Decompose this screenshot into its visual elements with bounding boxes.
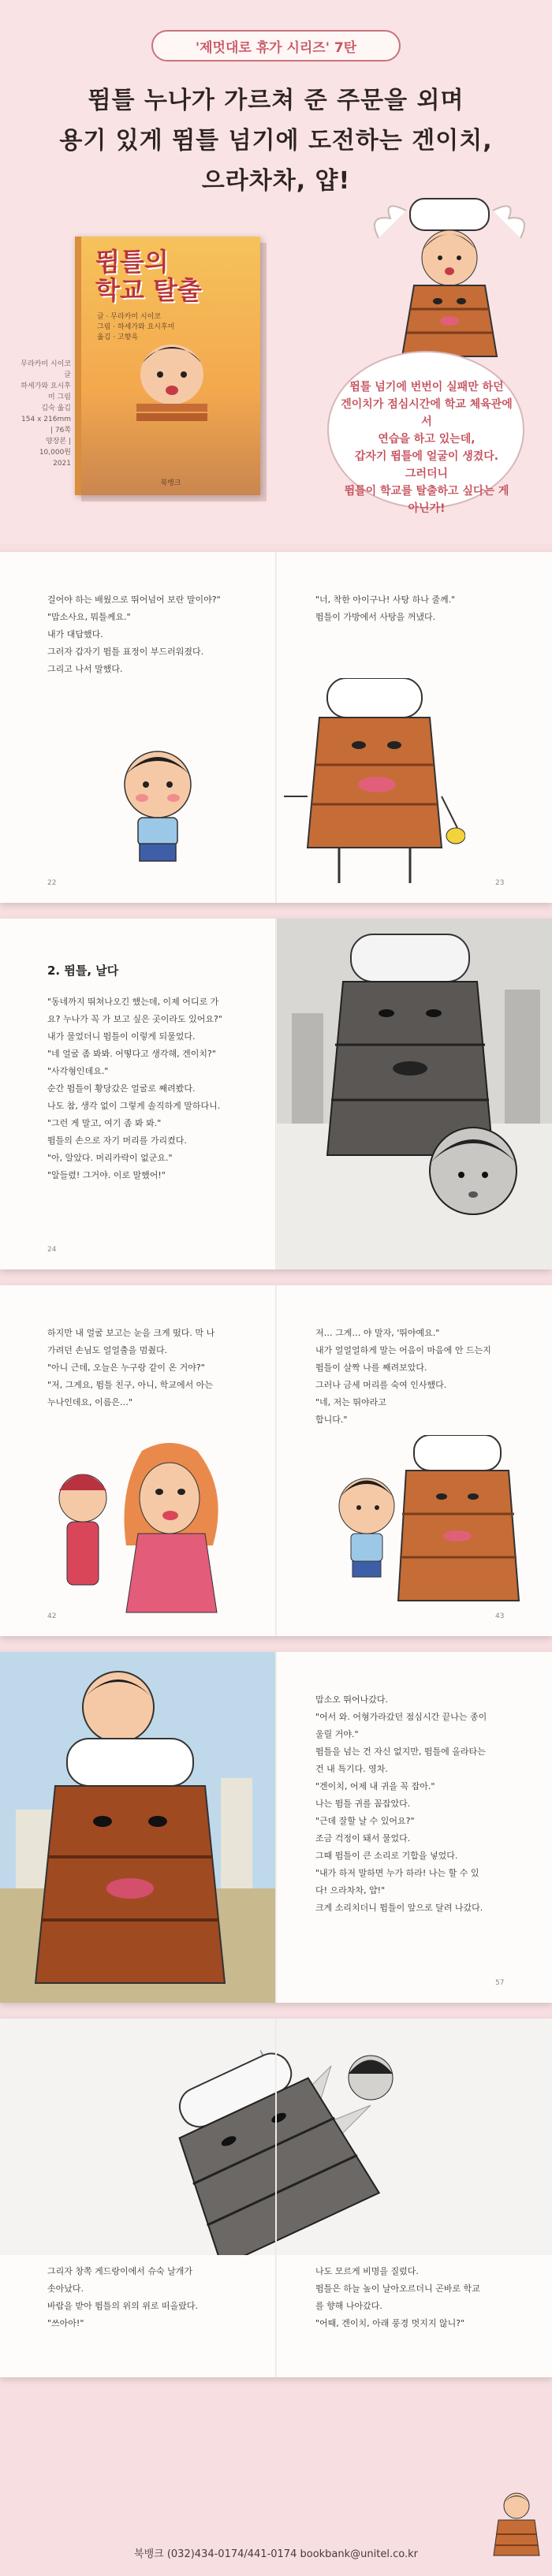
text-line: "아니 근데, 오늘은 누구랑 같이 온 거야?" <box>47 1363 205 1373</box>
book-title-line: 학교 탈출 <box>95 275 202 305</box>
text-line: 그러나 금세 머리를 숙여 인사했다. <box>315 1380 447 1390</box>
publisher-contact: 북뱅크 (032)434-0174/441-0174 bookbank@unitel.co.kr <box>134 2548 418 2560</box>
page-text-right <box>315 1691 487 1917</box>
page-number: 43 <box>495 1612 505 1620</box>
headline-line: 으라차차, 얍! <box>201 167 351 195</box>
text-line: 걸어야 하는 배웠으로 뛰어넘어 보란 말이야?" <box>47 595 221 605</box>
text-line: "네 얼굴 좀 봐봐. 어떻다고 생각해, 겐이치?" <box>47 1049 216 1059</box>
text-line: 뜀틀이 살짝 나를 째려보았다. <box>315 1363 427 1373</box>
text-line: "저, 그게요, 뜀틀 친구, 아니, 학교에서 아는 <box>47 1380 214 1390</box>
text-line: "근데 잘할 날 수 있어요?" <box>315 1816 415 1826</box>
text-line: 뜀틀은 하늘 높이 날아오르더니 곤바로 학교 <box>315 2283 480 2294</box>
book-info-line: 무라카미 시이코 글 <box>21 360 71 379</box>
mascot-icon <box>489 2488 544 2563</box>
text-line: "네, 저는 뛰야라고 <box>315 1397 386 1407</box>
page-number: 57 <box>495 1979 505 1987</box>
text-line: 누나인데요, 이름은…" <box>47 1397 133 1407</box>
color-illustration <box>0 1652 276 2003</box>
book-info-line: 2021 <box>53 460 71 468</box>
book-info-line: 154 x 216mm | 76쪽 <box>21 416 71 434</box>
boy-illustration <box>106 741 209 875</box>
text-line: 내가 물었더니 뜀틀이 이렇게 되물었다. <box>47 1031 196 1042</box>
text-line: "그런 게 말고, 여기 좀 봐 봐." <box>47 1118 162 1128</box>
bubble-line: 아닌가! <box>408 502 446 515</box>
text-line: "어서 와. 어형가라갔던 점심시간 끝나는 종이 <box>315 1712 487 1722</box>
book-spread-5 <box>0 2019 552 2377</box>
intro-section <box>0 0 552 544</box>
footer <box>0 2520 552 2576</box>
text-line: "너, 착한 아이구나! 사탕 하나 줄께." <box>315 595 456 605</box>
bubble-line: 겐이치가 점심시간에 학교 체육관에서 <box>341 398 513 428</box>
text-line: 그때 뜀틀이 큰 소리로 기합을 넣었다. <box>315 1851 458 1861</box>
text-line: 가려던 손님도 얼얼출을 멈췄다. <box>47 1345 168 1355</box>
grayscale-illustration <box>276 919 552 1269</box>
page-number: 42 <box>47 1612 57 1620</box>
text-line: 그리자 창쪽 게드랑이에서 슈숙 날개가 <box>47 2266 193 2276</box>
text-line: 하지만 내 얼굴 보고는 눈을 크게 떴다. 막 나 <box>47 1328 215 1338</box>
author-line: 옮김 · 고향옥 <box>97 334 139 341</box>
text-line: 저… 그게… 야 말자, '뛰야예요." <box>315 1328 440 1338</box>
author-line: 글 · 무라카미 시이코 <box>97 313 161 321</box>
book-spread-2 <box>0 919 552 1269</box>
text-line: 그리고 나서 말했다. <box>47 664 123 674</box>
series-tag: '제멋대로 휴가 시리즈' 7탄 <box>151 30 401 62</box>
text-line: 뜀틀의 손으로 자기 머리를 가리켰다. <box>47 1135 187 1146</box>
page-text-left <box>47 2263 198 2332</box>
page-text-right <box>315 2263 480 2332</box>
book-info-line: 양장본 | 10,000원 <box>39 438 71 457</box>
text-line: 울릴 거야." <box>315 1729 359 1739</box>
book-publisher: 북뱅크 <box>160 479 181 487</box>
speech-bubble-text <box>341 378 513 517</box>
text-line: 뜀틀이 가방에서 사탕을 꺼냈다. <box>315 612 436 622</box>
vault-girl-character-icon <box>371 183 528 372</box>
book-title-line: 뜀틀의 <box>95 247 169 277</box>
text-line: "알들렸! 그거야. 이로 말했어!" <box>47 1170 166 1180</box>
text-line: 합니다." <box>315 1415 348 1425</box>
book-info-line: 김숙 옮김 <box>41 404 71 412</box>
text-line: 바람을 받아 뜀틀의 위의 위로 떠올랐다. <box>47 2301 198 2311</box>
text-line: 건 내 특기다. 영차. <box>315 1764 388 1774</box>
page-text-left <box>47 1325 214 1411</box>
text-line: "내가 하저 말하면 누가 하라! 나는 할 수 있 <box>315 1868 479 1878</box>
text-line: 그러자 갑자기 뜀틀 표정이 부드러워졌다. <box>47 647 204 657</box>
boy-illustration <box>129 331 215 426</box>
bubble-line: 그러더니 <box>405 468 449 480</box>
book-spread-1 <box>0 552 552 903</box>
flying-vault-illustration <box>0 2019 552 2255</box>
page-text-right <box>315 591 455 626</box>
author-line: 그림 · 하세가와 요시후미 <box>97 323 175 331</box>
page-text-left <box>47 993 222 1184</box>
text-line: 나도 참, 생각 없이 그렇게 솔직하게 말하다니. <box>47 1101 221 1111</box>
book-title <box>95 248 253 304</box>
bubble-line: 갑자기 뜀틀에 얼굴이 생겼다. <box>354 450 499 463</box>
book-cover <box>75 237 260 495</box>
text-line: 뜀틀을 넘는 건 자신 없지만, 뜀틀에 올라타는 <box>315 1747 486 1757</box>
vault-character-illustration <box>284 678 465 891</box>
headline-line: 뜀틀 누나가 가르쳐 준 주문을 외며 <box>88 87 464 114</box>
text-line: 조금 걱정이 돼서 물었다. <box>315 1833 411 1843</box>
text-line: "맙소사요, 뭐틀께요." <box>47 612 131 622</box>
text-line: 를 향해 나아갔다. <box>315 2301 382 2311</box>
page-text-left <box>47 591 221 678</box>
text-line: 다! 으라차차, 얍!" <box>315 1885 386 1896</box>
text-line: "사각형인데요." <box>47 1066 109 1076</box>
chapter-title: 2. 뜀틀, 날다 <box>47 964 119 978</box>
book-info <box>19 359 71 469</box>
book-spread-4 <box>0 1652 552 2003</box>
bubble-line: 뜀틀 넘기에 번번이 실패만 하던 <box>349 381 504 393</box>
text-line: 요? 누나가 꼭 가 보고 싶은 곳이라도 있어요?" <box>47 1014 222 1024</box>
text-line: "동네까지 뛰쳐나오긴 했는데, 이제 어디로 가 <box>47 997 219 1007</box>
girl-and-woman-illustration <box>47 1435 252 1616</box>
text-line: 내가 대답했다. <box>47 629 103 639</box>
text-line: "아, 알았다. 머리카락이 없군요." <box>47 1153 173 1163</box>
text-line: 솟아났다. <box>47 2283 84 2294</box>
book-spread-3 <box>0 1285 552 1636</box>
bubble-line: 뜀틀이 학교를 탈출하고 싶다는 게 <box>344 485 509 498</box>
text-line: 맙소오 뛰어나갔다. <box>315 1694 389 1705</box>
text-line: 크게 소리치더니 뜀틀이 앞으로 달려 나갔다. <box>315 1903 483 1913</box>
book-info-line: 하세가와 요시후미 그림 <box>21 382 71 401</box>
bubble-line: 연습을 하고 있는데, <box>378 433 476 445</box>
text-line: "겐이치, 어제 내 귀을 꼭 잡아." <box>315 1781 435 1791</box>
text-line: 내가 얼얼얼하게 말는 어음이 마음에 안 드는지 <box>315 1345 491 1355</box>
text-line: 순간 뜀틀이 황당갔은 얼굴로 째려봤다. <box>47 1083 196 1094</box>
text-line: "쓰아아!" <box>47 2318 84 2328</box>
page-number: 22 <box>47 879 57 887</box>
boy-and-vault-illustration <box>331 1435 520 1616</box>
page-text-right <box>315 1325 491 1429</box>
text-line: 나는 뜀틀 귀를 꼼잡았다. <box>315 1799 411 1809</box>
page-number: 24 <box>47 1246 57 1254</box>
headline-line: 용기 있게 뜀틀 넘기에 도전하는 겐이치, <box>59 127 493 155</box>
text-line: 나도 모르게 비명을 질렀다. <box>315 2266 419 2276</box>
text-line: "어때, 겐이치, 아래 풍경 멋지지 않니?" <box>315 2318 465 2328</box>
page-number: 23 <box>495 879 505 887</box>
